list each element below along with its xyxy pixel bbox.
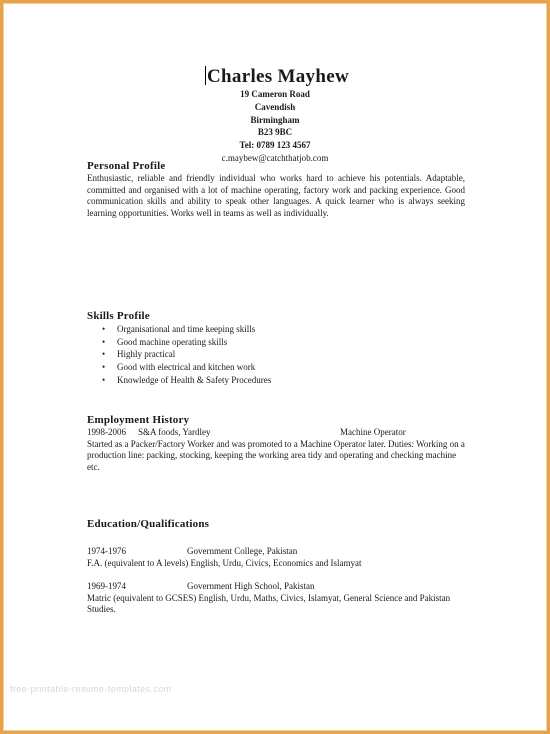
education-row [87,581,467,593]
list-item: • Knowledge of Health & Safety Procedures [87,374,467,387]
candidate-name-line [205,66,349,88]
postcode: B23 9BC [257,127,293,138]
address-line-3: Birmingham [250,114,300,125]
employment-history-section [87,414,467,473]
section-title: Personal Profile [87,160,166,172]
text-cursor [205,66,206,85]
education-period: 1974-1976 [87,546,126,556]
personal-profile-section [87,160,467,219]
qualification-detail: F.A. (equivalent to A levels) English, Urdu, Civics, Economics and Islamyat [87,557,362,568]
job-role: Machine Operator [340,427,406,437]
skills-list [87,323,467,387]
education-row [87,546,467,558]
telephone: Tel: 0789 123 4567 [239,140,311,151]
section-title: Skills Profile [87,310,150,322]
employment-row [87,427,467,439]
candidate-name: Charles Mayhew [207,66,349,87]
section-title: Education/Qualifications [87,518,210,530]
list-item: • Good with electrical and kitchen work [87,361,467,374]
employer: S&A foods, Yardley [138,427,211,437]
education-section [87,518,467,616]
list-item: • Good machine operating skills [87,336,467,349]
qualification-detail: Matric (equivalent to GCSES) English, Urdu, Maths, Civics, Islamyat, General Science and Pakistan Studies. [87,592,451,615]
institution: Government College, Pakistan [187,546,298,556]
section-title: Employment History [87,414,190,426]
employment-description: Started as a Packer/Factory Worker and was promoted to a Machine Operator later. Duties: Working on a production line: packing, stocking, keeping the working area tidy and operating and checking machine etc. [87,438,465,472]
address-line-2: Cavendish [254,101,296,112]
email-address[interactable]: c.maybew@catchthatjob.com [221,152,329,163]
list-item: • Organisational and time keeping skills [87,323,467,336]
resume-header [0,66,550,165]
profile-text: Enthusiastic, reliable and friendly individual who works hard to achieve his potentials. Adaptable, committed and organised with a lot of machine operating, factory work and packing experience. Good communication skills and ability to speak other languages. A quick learner who is always seeking learning opportunities. Works well in teams as well as individually. [87,173,465,218]
skills-profile-section [87,310,467,387]
institution: Government High School, Pakistan [187,581,315,592]
employment-period: 1998-2006 [87,427,126,437]
education-period: 1969-1974 [87,581,126,592]
watermark-text: free-printable-resume-templates.com [10,684,172,694]
list-item: • Highly practical [87,348,467,361]
address-line-1: 19 Cameron Road [240,89,310,99]
